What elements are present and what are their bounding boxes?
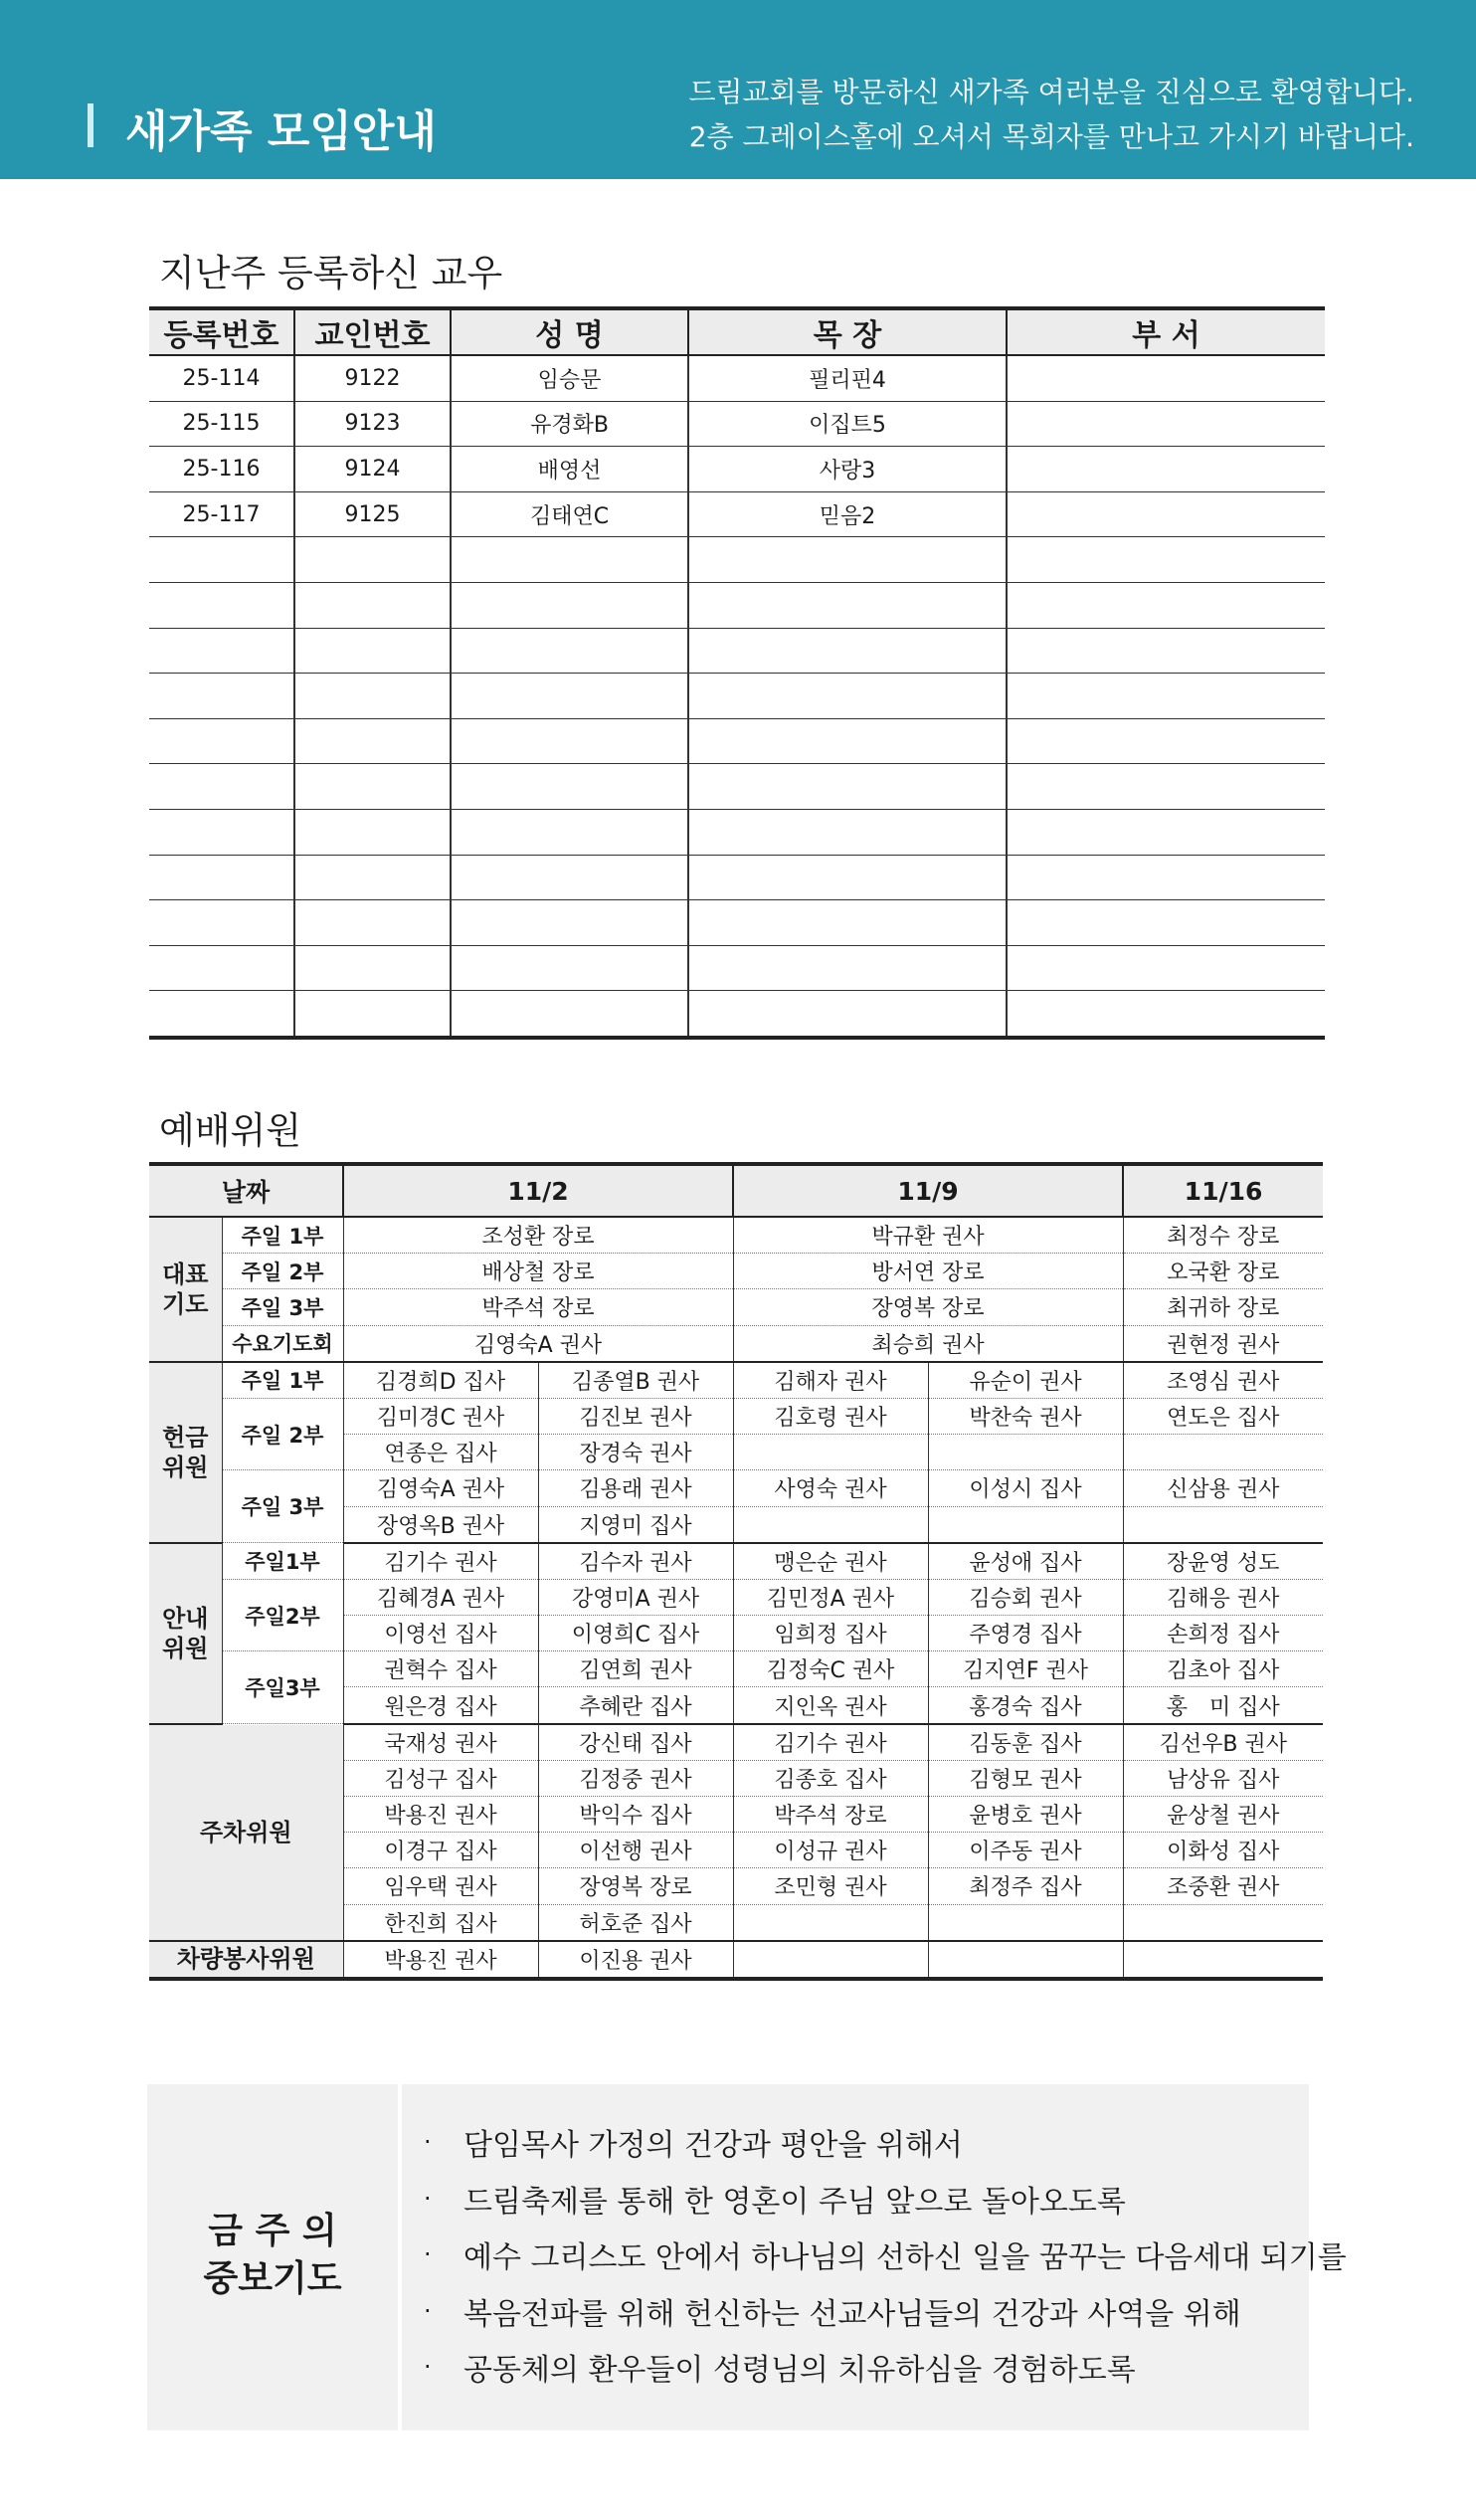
member-name-cell: 지영미 집사 [538,1506,733,1543]
member-name-cell [1123,1435,1323,1470]
registration-empty-row [149,764,1325,810]
prayer-topics-box [147,2084,1347,2430]
member-name-cell: 김수자 권사 [538,1543,733,1580]
header-subtitle [688,70,1414,159]
registration-cell [294,809,451,855]
service-label: 주일 2부 [222,1398,343,1469]
date-header: 날짜 [149,1164,343,1217]
prayer-name-cell: 오국환 장로 [1123,1254,1323,1289]
member-name-cell: 사영숙 권사 [733,1470,928,1506]
registration-row [149,447,1325,492]
registration-column-header: 목 장 [688,308,1007,355]
member-name-cell: 김승회 권사 [928,1579,1123,1615]
registration-cell [149,900,294,946]
prayer-topic-text: 예수 그리스도 안에서 하나님의 선하신 일을 꿈꾸는 다음세대 되기를 [463,2240,1347,2276]
prayer-row [149,1289,1323,1325]
prayer-name-cell: 최귀하 장로 [1123,1289,1323,1325]
member-name-cell [733,1941,928,1979]
member-name-cell [733,1435,928,1470]
member-name-cell: 조민형 권사 [733,1868,928,1904]
parking-group-label: 주차위원 [149,1724,343,1941]
prayer-topic-item [424,2339,1347,2396]
registration-header-row [149,308,1325,355]
member-name-cell: 김혜경A 권사 [343,1579,538,1615]
member-name-cell [1123,1941,1323,1979]
member-name-cell: 김영숙A 권사 [343,1470,538,1506]
offering-row [149,1362,1323,1399]
usher-row [149,1543,1323,1580]
member-name-cell: 박익수 집사 [538,1797,733,1833]
prayer-topic-text: 복음전파를 위해 헌신하는 선교사님들의 건강과 사역을 위해 [463,2296,1241,2332]
prayer-name-cell: 조성환 장로 [343,1217,733,1254]
registration-empty-row [149,537,1325,583]
registration-cell [1007,401,1325,447]
registration-cell [149,718,294,764]
registration-cell [688,855,1007,900]
registration-cell [451,628,688,674]
offering-row [149,1470,1323,1506]
member-name-cell: 조영심 권사 [1123,1362,1323,1399]
registration-row [149,491,1325,537]
registration-column-header: 성 명 [451,308,688,355]
registration-cell [451,809,688,855]
prayer-name-cell: 최정수 장로 [1123,1217,1323,1254]
page-title: 새가족 모임안내 [125,106,437,157]
registration-cell [294,537,451,583]
registration-cell [688,945,1007,991]
header-banner [0,0,1476,179]
registration-cell [1007,628,1325,674]
prayer-name-cell: 배상철 장로 [343,1254,733,1289]
bullet-dot: · [424,2128,432,2157]
member-name-cell: 국재성 권사 [343,1724,538,1761]
registration-cell [294,900,451,946]
registration-cell: 배영선 [451,447,688,492]
member-name-cell: 김호령 권사 [733,1398,928,1434]
subtitle-line-2: 2층 그레이스홀에 오셔서 목회자를 만나고 가시기 바랍니다. [688,120,1414,153]
prayer-topic-text: 드림축제를 통해 한 영혼이 주님 앞으로 돌아오도록 [463,2184,1126,2220]
registration-cell [451,900,688,946]
prayer-topic-text: 담임목사 가정의 건강과 평안을 위해서 [463,2128,963,2164]
member-name-cell: 김미경C 권사 [343,1398,538,1434]
member-name-cell [1123,1506,1323,1543]
registration-title: 지난주 등록하신 교우 [159,252,503,294]
registration-empty-row [149,855,1325,900]
registration-cell [1007,855,1325,900]
registration-cell [451,718,688,764]
member-name-cell: 손희정 집사 [1123,1616,1323,1651]
member-name-cell: 이성시 집사 [928,1470,1123,1506]
registration-cell [149,582,294,628]
member-name-cell: 한진희 집사 [343,1904,538,1941]
member-name-cell: 최정주 집사 [928,1868,1123,1904]
registration-cell [688,674,1007,719]
member-name-cell [733,1506,928,1543]
usher-group-label: 안내 위원 [149,1543,222,1724]
registration-cell [1007,900,1325,946]
registration-cell: 임승문 [451,355,688,401]
date-column-header: 11/16 [1123,1164,1323,1217]
offering-group-label: 헌금 위원 [149,1362,222,1543]
prayer-name-cell: 박규환 권사 [733,1217,1123,1254]
usher-row [149,1651,1323,1687]
member-name-cell: 장영옥B 권사 [343,1506,538,1543]
registration-empty-row [149,991,1325,1038]
registration-cell: 믿음2 [688,491,1007,537]
member-name-cell [928,1941,1123,1979]
registration-empty-row [149,628,1325,674]
registration-empty-row [149,900,1325,946]
member-name-cell: 임희정 집사 [733,1616,928,1651]
registration-cell [688,991,1007,1038]
registration-cell [294,764,451,810]
registration-table [149,306,1325,1040]
registration-cell: 이집트5 [688,401,1007,447]
registration-cell [294,582,451,628]
registration-cell [294,855,451,900]
member-name-cell: 김해응 권사 [1123,1579,1323,1615]
service-label: 주일 1부 [222,1217,343,1254]
usher-row [149,1579,1323,1615]
member-name-cell: 홍 미 집사 [1123,1687,1323,1724]
registration-cell [149,991,294,1038]
prayer-row [149,1217,1323,1254]
member-name-cell: 이화성 집사 [1123,1833,1323,1868]
registration-cell [688,764,1007,810]
registration-cell [451,991,688,1038]
member-name-cell: 맹은순 권사 [733,1543,928,1580]
prayer-topic-item [424,2171,1347,2228]
bullet-dot: · [424,2353,432,2382]
member-name-cell: 이경구 집사 [343,1833,538,1868]
prayer-name-cell: 장영복 장로 [733,1289,1123,1325]
registration-cell [451,764,688,810]
prayer-label-line-2: 중보기도 [203,2258,342,2299]
member-name-cell: 이주동 권사 [928,1833,1123,1868]
service-label: 주일 3부 [222,1289,343,1325]
member-name-cell: 김기수 권사 [343,1543,538,1580]
member-name-cell: 장영복 장로 [538,1868,733,1904]
member-name-cell: 이선행 권사 [538,1833,733,1868]
member-name-cell: 김종열B 권사 [538,1362,733,1399]
date-column-header: 11/2 [343,1164,733,1217]
subtitle-line-1: 드림교회를 방문하신 새가족 여러분을 진심으로 환영합니다. [688,76,1414,108]
registration-cell [1007,582,1325,628]
member-name-cell [928,1506,1123,1543]
member-name-cell: 추혜란 집사 [538,1687,733,1724]
registration-empty-row [149,674,1325,719]
member-name-cell: 장경숙 권사 [538,1435,733,1470]
prayer-name-cell: 방서연 장로 [733,1254,1123,1289]
member-name-cell: 김종호 집사 [733,1760,928,1796]
registration-cell [1007,674,1325,719]
prayer-label-line-1: 금 주 의 [208,2211,337,2251]
registration-empty-row [149,718,1325,764]
registration-row [149,355,1325,401]
member-name-cell: 장윤영 성도 [1123,1543,1323,1580]
member-name-cell: 연종은 집사 [343,1435,538,1470]
date-column-header: 11/9 [733,1164,1123,1217]
member-name-cell: 신삼용 권사 [1123,1470,1323,1506]
registration-cell [149,537,294,583]
registration-cell [688,900,1007,946]
member-name-cell: 김연희 권사 [538,1651,733,1687]
registration-empty-row [149,809,1325,855]
member-name-cell: 박용진 권사 [343,1797,538,1833]
registration-cell [688,809,1007,855]
registration-cell [1007,991,1325,1038]
registration-cell [294,674,451,719]
registration-cell: 9123 [294,401,451,447]
bullet-dot: · [424,2240,432,2269]
member-name-cell: 연도은 집사 [1123,1398,1323,1434]
registration-cell [149,809,294,855]
registration-cell: 김태연C [451,491,688,537]
prayer-topic-list [424,2114,1347,2396]
registration-cell [1007,537,1325,583]
member-name-cell: 김진보 권사 [538,1398,733,1434]
service-label: 주일1부 [222,1543,343,1580]
worship-title: 예배위원 [159,1109,301,1152]
service-label: 주일3부 [222,1651,343,1724]
prayer-topic-item [424,2114,1347,2171]
member-name-cell: 강영미A 권사 [538,1579,733,1615]
member-name-cell: 박주석 장로 [733,1797,928,1833]
registration-cell [451,945,688,991]
prayer-group-label: 대표 기도 [149,1217,222,1362]
registration-cell [1007,447,1325,492]
vehicle-group-label: 차량봉사위원 [149,1941,343,1979]
registration-column-header: 부 서 [1007,308,1325,355]
prayer-name-cell: 권현정 권사 [1123,1325,1323,1362]
member-name-cell: 강신태 집사 [538,1724,733,1761]
registration-cell [451,674,688,719]
service-label: 수요기도회 [222,1325,343,1362]
registration-cell: 25-114 [149,355,294,401]
prayer-name-cell: 최승희 권사 [733,1325,1123,1362]
registration-cell: 유경화B [451,401,688,447]
member-name-cell: 박용진 권사 [343,1941,538,1979]
member-name-cell: 김경희D 집사 [343,1362,538,1399]
member-name-cell: 이영선 집사 [343,1616,538,1651]
member-name-cell: 권혁수 집사 [343,1651,538,1687]
member-name-cell: 김정중 권사 [538,1760,733,1796]
registration-column-header: 교인번호 [294,308,451,355]
title-accent-bar [88,103,93,147]
member-name-cell: 임우택 권사 [343,1868,538,1904]
service-label: 주일 3부 [222,1470,343,1543]
member-name-cell: 이진용 권사 [538,1941,733,1979]
prayer-name-cell: 김영숙A 권사 [343,1325,733,1362]
member-name-cell: 홍경숙 집사 [928,1687,1123,1724]
registration-cell [1007,491,1325,537]
member-name-cell: 김형모 권사 [928,1760,1123,1796]
member-name-cell [928,1435,1123,1470]
prayer-divider [398,2084,402,2430]
member-name-cell: 김정숙C 권사 [733,1651,928,1687]
registration-cell [149,764,294,810]
service-label: 주일2부 [222,1579,343,1650]
registration-cell [294,945,451,991]
bullet-dot: · [424,2184,432,2213]
prayer-name-cell: 박주석 장로 [343,1289,733,1325]
registration-cell [688,537,1007,583]
registration-cell [688,582,1007,628]
member-name-cell: 김초아 집사 [1123,1651,1323,1687]
prayer-topic-item [424,2283,1347,2340]
registration-cell: 25-115 [149,401,294,447]
registration-cell [1007,945,1325,991]
member-name-cell: 김민정A 권사 [733,1579,928,1615]
registration-cell: 25-116 [149,447,294,492]
member-name-cell [733,1904,928,1941]
service-label: 주일 2부 [222,1254,343,1289]
registration-cell [688,718,1007,764]
registration-cell [1007,355,1325,401]
registration-cell: 필리핀4 [688,355,1007,401]
registration-cell: 25-117 [149,491,294,537]
registration-cell [1007,809,1325,855]
prayer-topic-text: 공동체의 환우들이 성령님의 치유하심을 경험하도록 [463,2353,1136,2389]
member-name-cell: 조중환 권사 [1123,1868,1323,1904]
registration-cell [1007,718,1325,764]
member-name-cell [1123,1904,1323,1941]
vehicle-row [149,1941,1323,1979]
registration-cell [451,537,688,583]
prayer-topic-item [424,2227,1347,2283]
member-name-cell: 윤성애 집사 [928,1543,1123,1580]
registration-cell [149,674,294,719]
member-name-cell: 주영경 집사 [928,1616,1123,1651]
prayer-label-area [147,2084,398,2430]
registration-cell: 9125 [294,491,451,537]
member-name-cell: 원은경 집사 [343,1687,538,1724]
registration-cell: 9124 [294,447,451,492]
registration-cell [149,945,294,991]
registration-column-header: 등록번호 [149,308,294,355]
registration-cell [294,628,451,674]
prayer-row [149,1325,1323,1362]
registration-row [149,401,1325,447]
registration-cell: 9122 [294,355,451,401]
member-name-cell: 김선우B 권사 [1123,1724,1323,1761]
member-name-cell: 김지연F 권사 [928,1651,1123,1687]
member-name-cell: 허호준 집사 [538,1904,733,1941]
registration-cell [1007,764,1325,810]
member-name-cell: 김동훈 집사 [928,1724,1123,1761]
member-name-cell: 김성구 집사 [343,1760,538,1796]
member-name-cell [928,1904,1123,1941]
registration-cell [294,991,451,1038]
registration-empty-row [149,945,1325,991]
offering-row [149,1398,1323,1434]
prayer-row [149,1254,1323,1289]
registration-cell [294,718,451,764]
member-name-cell: 이성규 권사 [733,1833,928,1868]
worship-header-row [149,1164,1323,1217]
worship-committee-table [149,1162,1323,1981]
member-name-cell: 김용래 권사 [538,1470,733,1506]
member-name-cell: 박찬숙 권사 [928,1398,1123,1434]
registration-empty-row [149,582,1325,628]
member-name-cell: 지인옥 권사 [733,1687,928,1724]
member-name-cell: 윤병호 권사 [928,1797,1123,1833]
registration-cell [451,582,688,628]
registration-cell [451,855,688,900]
bullet-dot: · [424,2296,432,2325]
member-name-cell: 남상유 집사 [1123,1760,1323,1796]
registration-cell [149,628,294,674]
registration-cell [688,628,1007,674]
member-name-cell: 윤상철 권사 [1123,1797,1323,1833]
member-name-cell: 이영희C 집사 [538,1616,733,1651]
member-name-cell: 김기수 권사 [733,1724,928,1761]
registration-cell: 사랑3 [688,447,1007,492]
service-label: 주일 1부 [222,1362,343,1399]
member-name-cell: 유순이 권사 [928,1362,1123,1399]
registration-cell [149,855,294,900]
member-name-cell: 김해자 권사 [733,1362,928,1399]
parking-row [149,1724,1323,1761]
